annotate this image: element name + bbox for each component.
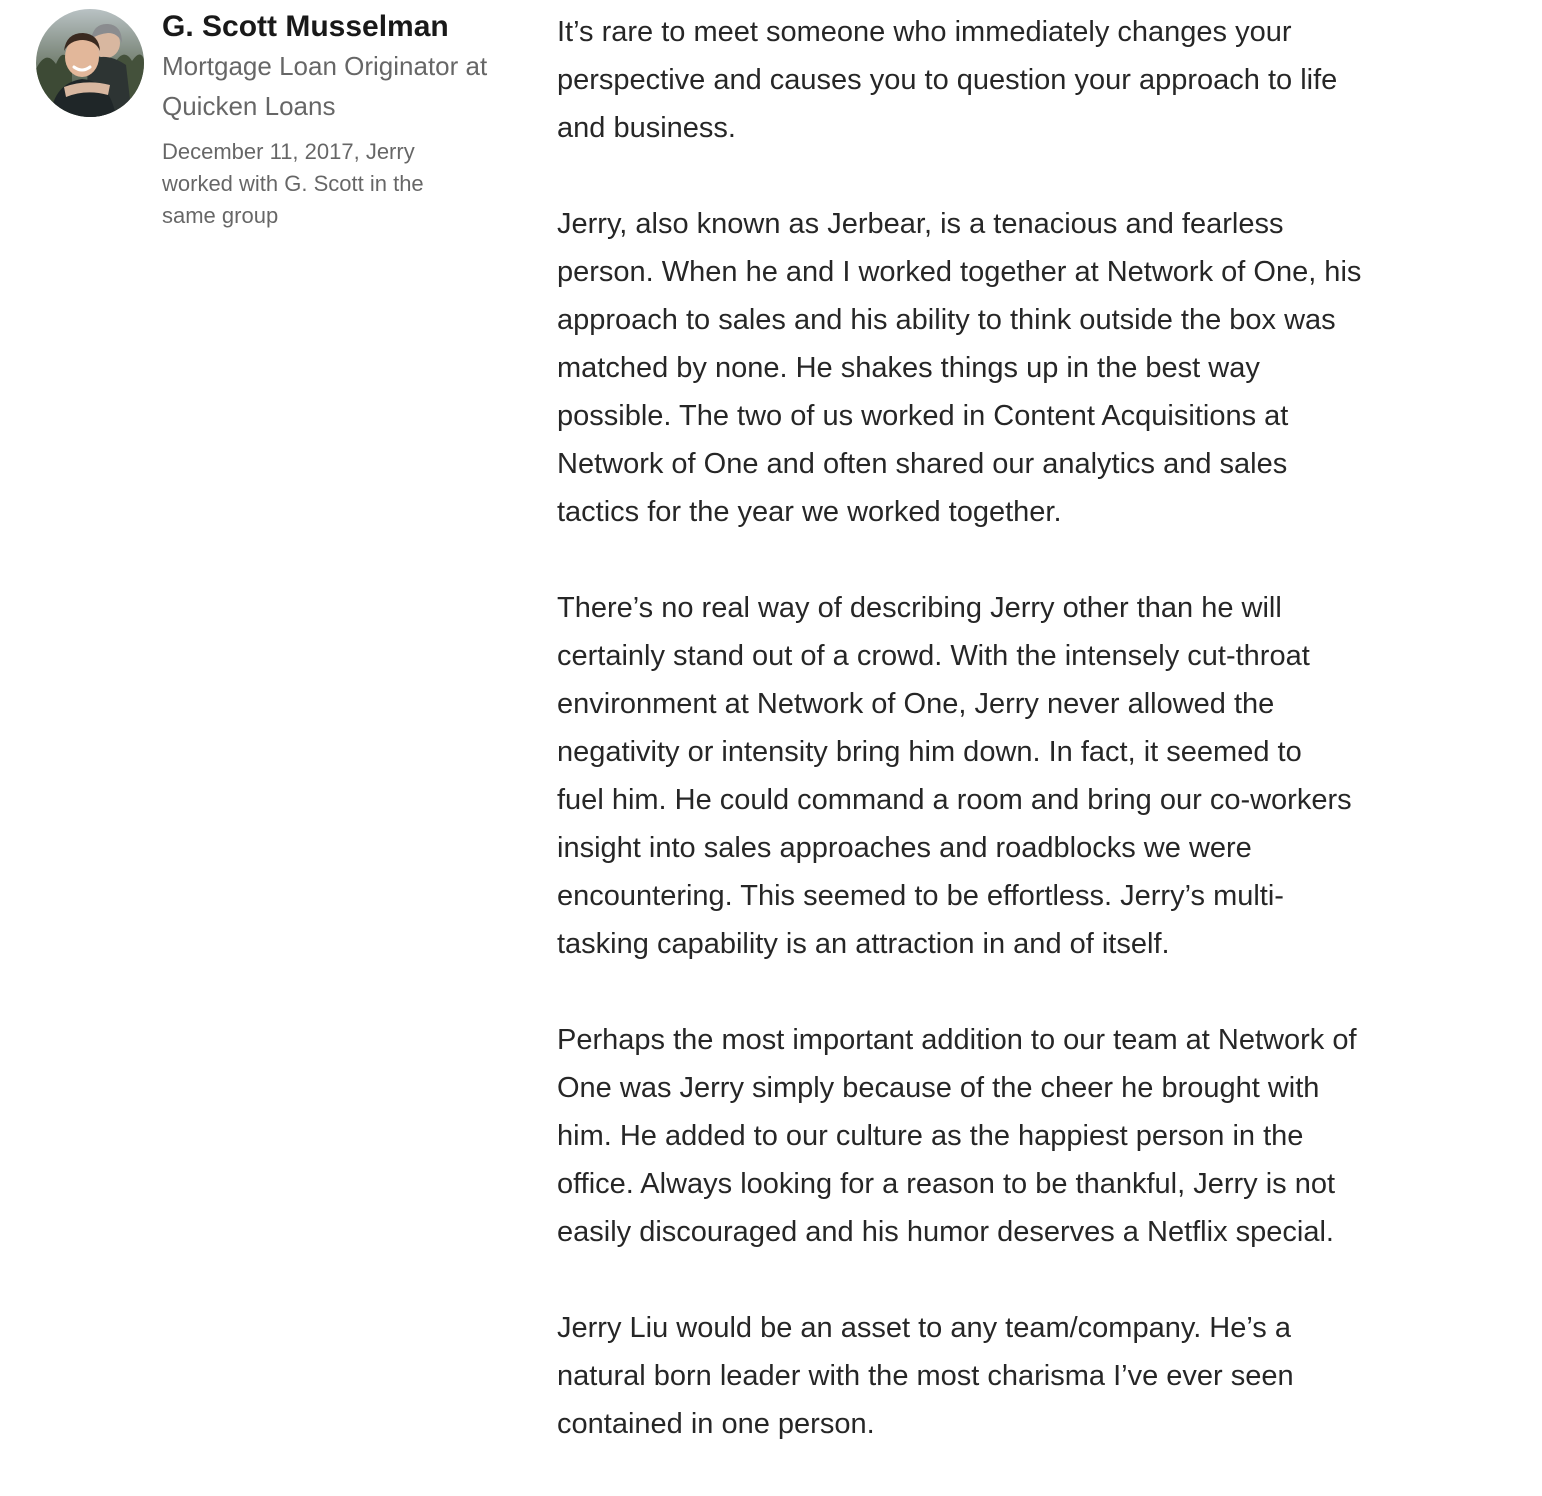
recommendation-paragraph: There’s no real way of describing Jerry other than he will certainly stand out of a crowd. With the intensely cut-throat environment at Network of One, Jerry never allowed the negativity or intensity bring him down. In fact, it seemed to fuel him. He could command a room and bring our co-workers insight into sales approaches and roadblocks we were encountering. This seemed to be effortless. Jerry’s multi- tasking capability is an attraction in and of itself. [557,592,1352,960]
recommendation-paragraph: Perhaps the most important addition to our team at Network of One was Jerry simply because of the cheer he brought with him. He added to our culture as the happiest person in the office. Always looking for a reason to be thankful, Jerry is not easily discouraged and his humor deserves a Netflix special. [557,1024,1357,1248]
recommender-headline: Mortgage Loan Originator at Quicken Loans [162,51,488,121]
recommendation-text [557,8,1517,1496]
recommender-info [162,8,522,232]
recommendation-context: December 11, 2017, Jerry worked with G. Scott in the same group [162,139,424,228]
recommendation-paragraph: Jerry, also known as Jerbear, is a tenacious and fearless person. When he and I worked together at Network of One, his approach to sales and his ability to think outside the box was matched by none. He shakes things up in the best way possible. The two of us worked in Content Acquisitions at Network of One and often shared our analytics and sales tactics for the year we worked together. [557,208,1362,528]
recommendation-paragraph: It’s rare to meet someone who immediately changes your perspective and causes you to question your approach to life and business. [557,16,1338,144]
recommendation-paragraph: Jerry Liu would be an asset to any team/company. He’s a natural born leader with the most charisma I’ve ever seen contained in one person. [557,1312,1294,1440]
recommender-name[interactable]: G. Scott Musselman [162,10,449,43]
profile-photo-icon [36,9,144,117]
recommender-avatar[interactable] [36,9,144,117]
